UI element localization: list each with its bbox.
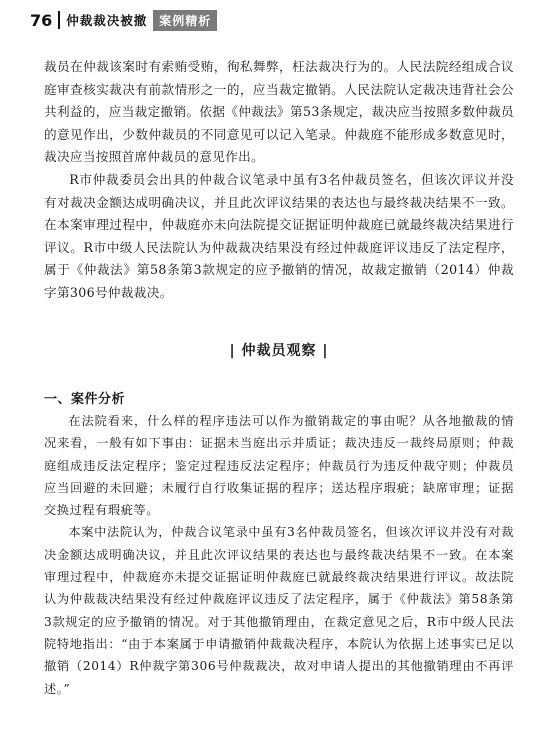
section-badge: 案例精析 [153,10,217,31]
observation-paragraph-2: 本案中法院认为，仲裁合议笔录中虽有3名仲裁员签名，但该次评议并没有对裁决金额达成明确决议，并且此次评议结果的表达也与最终裁决结果不一致。在本案审理过程中，仲裁庭亦未提交证据证明仲裁庭已就最终裁决结果进行评议。故法院认为仲裁裁决结果没有经过仲裁庭评议违反了法定程序，属于《仲裁法》第58条第3款规定的应予撤销的情况。对于其他撤销理由，在裁定意见之后，R市中级人民法院特地指出：“由于本案属于申请撤销仲裁裁决程序，本院认为依据上述事实已足以撤销（2014）R仲裁字第306号仲裁裁决，故对申请人提出的其他撤销理由不再评述。” [44,525,514,696]
header-divider [58,11,60,29]
body-paragraph-1: 裁员在仲裁该案时有索贿受贿，徇私舞弊，枉法裁决行为的。人民法院经组成合议庭审查核实裁决有前款情形之一的，应当裁定撤销。人民法院认定裁决违背社会公共利益的，应当裁定撤销。依据《仲裁法》第53条规定，裁决应当按照多数仲裁员的意见作出，少数仲裁员的不同意见可以记入笔录。仲裁庭不能形成多数意见时，裁决应当按照首席仲裁员的意见作出。 [44,59,514,165]
section-heading: | 仲裁员观察 | [229,343,329,359]
body-text [44,56,514,305]
subsection-heading: 一、案件分析 [44,392,126,407]
page-header [30,8,217,32]
running-title: 仲裁裁决被撤 [66,13,148,28]
observation-text [44,410,514,700]
page-number: 76 [30,10,53,30]
body-paragraph-2: R市仲裁委员会出具的仲裁合议笔录中虽有3名仲裁员签名，但该次评议并没有对裁决金额达成明确决议，并且此次评议结果的表达也与最终裁决结果不一致。在本案审理过程中，仲裁庭亦未向法院提交证据证明仲裁庭已就最终裁决结果进行评议。R市中级人民法院认为仲裁裁决结果没有经过仲裁庭评议违反了法定程序，属于《仲裁法》第58条第3款规定的应予撤销的情况，故裁定撤销（2014）仲裁字第306号仲裁裁决。 [44,171,514,300]
observation-paragraph-1: 在法院看来，什么样的程序违法可以作为撤销裁定的事由呢？从各地撤裁的情况来看，一般有如下事由：证据未当庭出示并质证；裁决违反一裁终局原则；仲裁庭组成违反法定程序；鉴定过程违反法定程序；仲裁员行为违反仲裁守则；仲裁员应当回避的未回避；未履行自行收集证据的程序；送达程序瑕疵；缺席审理；证据交换过程有瑕疵等。 [44,414,514,518]
